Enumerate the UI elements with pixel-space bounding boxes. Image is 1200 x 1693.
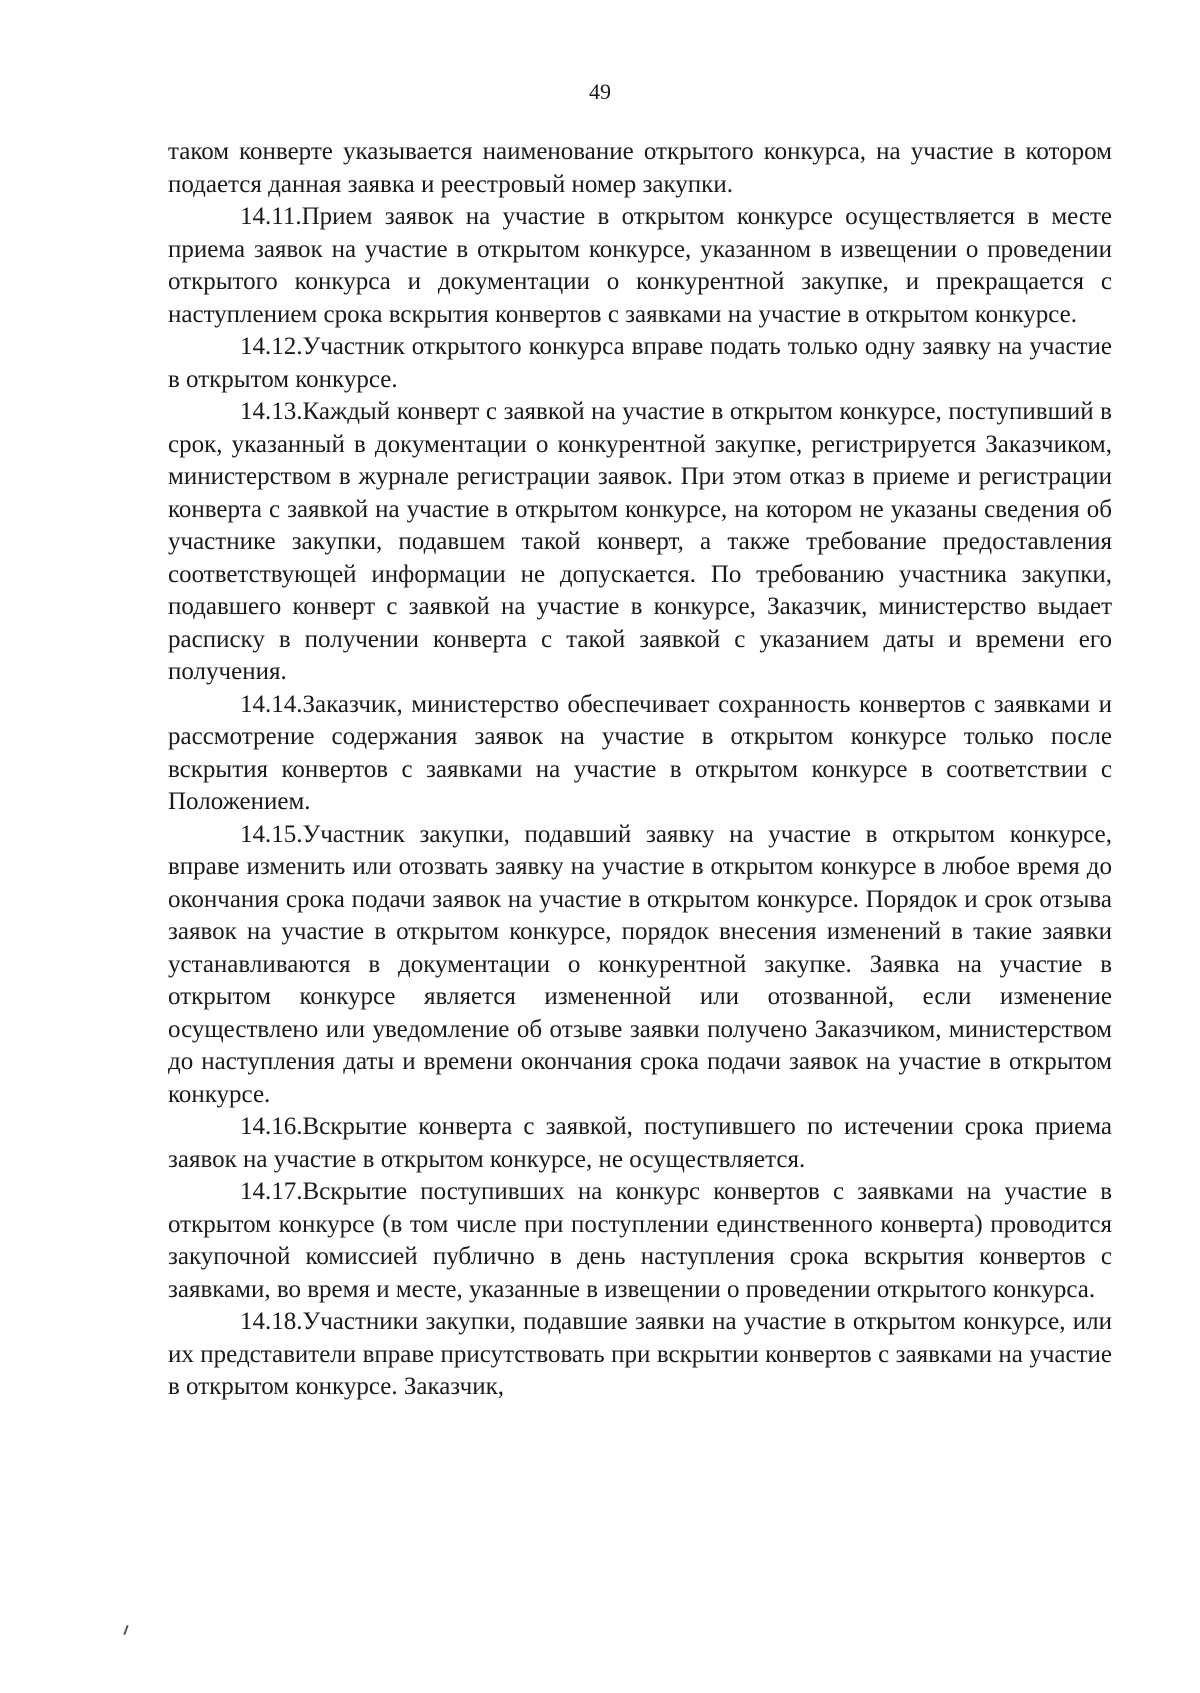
paragraph-14-14: 14.14.Заказчик, министерство обеспечивает сохранность конвертов с заявками и рассмотрение содержания заявок на участие в открытом конкурсе только после вскрытия конвертов с заявками на участие в открытом конкурсе в соответствии с Положением. xyxy=(168,690,1112,815)
paragraph-14-11: 14.11.Прием заявок на участие в открытом конкурсе осуществляется в месте приема заявок на участие в открытом конкурсе, указанном в извещении о проведении открытого конкурса и документации о конкурентной закупке, и прекращается с наступлением срока вскрытия конвертов с заявками на участие в открытом конкурсе. xyxy=(168,203,1112,328)
scan-margin-mark xyxy=(123,1625,128,1635)
paragraph-14-16: 14.16.Вскрытие конверта с заявкой, поступившего по истечении срока приема заявок на участие в открытом конкурсе, не осуществляется. xyxy=(168,1113,1112,1173)
paragraph-14-15: 14.15.Участник закупки, подавший заявку на участие в открытом конкурсе, вправе изменить или отозвать заявку на участие в открытом конкурсе в любое время до окончания срока подачи заявок на участие в открытом конкурсе. Порядок и срок отзыва заявок на участие в открытом конкурсе, порядок внесения изменений в такие заявки устанавливаются в документации о конкурентной закупке. Заявка на участие в открытом конкурсе является измененной или отозванной, если изменение осуществлено или уведомление об отзыве заявки получено Заказчиком, министерством до наступления даты и времени окончания срока подачи заявок на участие в открытом конкурсе. xyxy=(168,820,1112,1108)
paragraph-14-18: 14.18.Участники закупки, подавшие заявки на участие в открытом конкурсе, или их представители вправе присутствовать при вскрытии конвертов с заявками на участие в открытом конкурсе. Заказчик, xyxy=(168,1308,1112,1400)
page-number: 49 xyxy=(589,79,611,104)
paragraph-14-12: 14.12.Участник открытого конкурса вправе подать только одну заявку на участие в открытом конкурсе. xyxy=(168,333,1112,393)
paragraph-14-13: 14.13.Каждый конверт с заявкой на участие в открытом конкурсе, поступивший в срок, указанный в документации о конкурентной закупке, регистрируется Заказчиком, министерством в журнале регистрации заявок. При этом отказ в приеме и регистрации конверта с заявкой на участие в открытом конкурсе, на котором не указаны сведения об участнике закупки, подавшем такой конверт, а также требование предоставления соответствующей информации не допускается. По требованию участника закупки, подавшего конверт с заявкой на участие в конкурсе, Заказчик, министерство выдает расписку в получении конверта с такой заявкой с указанием даты и времени его получения. xyxy=(168,398,1112,685)
paragraph-continuation: таком конверте указывается наименование открытого конкурса, на участие в котором подается данная заявка и реестровый номер закупки. xyxy=(168,138,1112,198)
document-body xyxy=(168,136,1112,1404)
paragraph-14-17: 14.17.Вскрытие поступивших на конкурс конвертов с заявками на участие в открытом конкурсе (в том числе при поступлении единственного конверта) проводится закупочной комиссией публично в день наступления срока вскрытия конвертов с заявками, во время и месте, указанные в извещении о проведении открытого конкурса. xyxy=(168,1178,1112,1303)
